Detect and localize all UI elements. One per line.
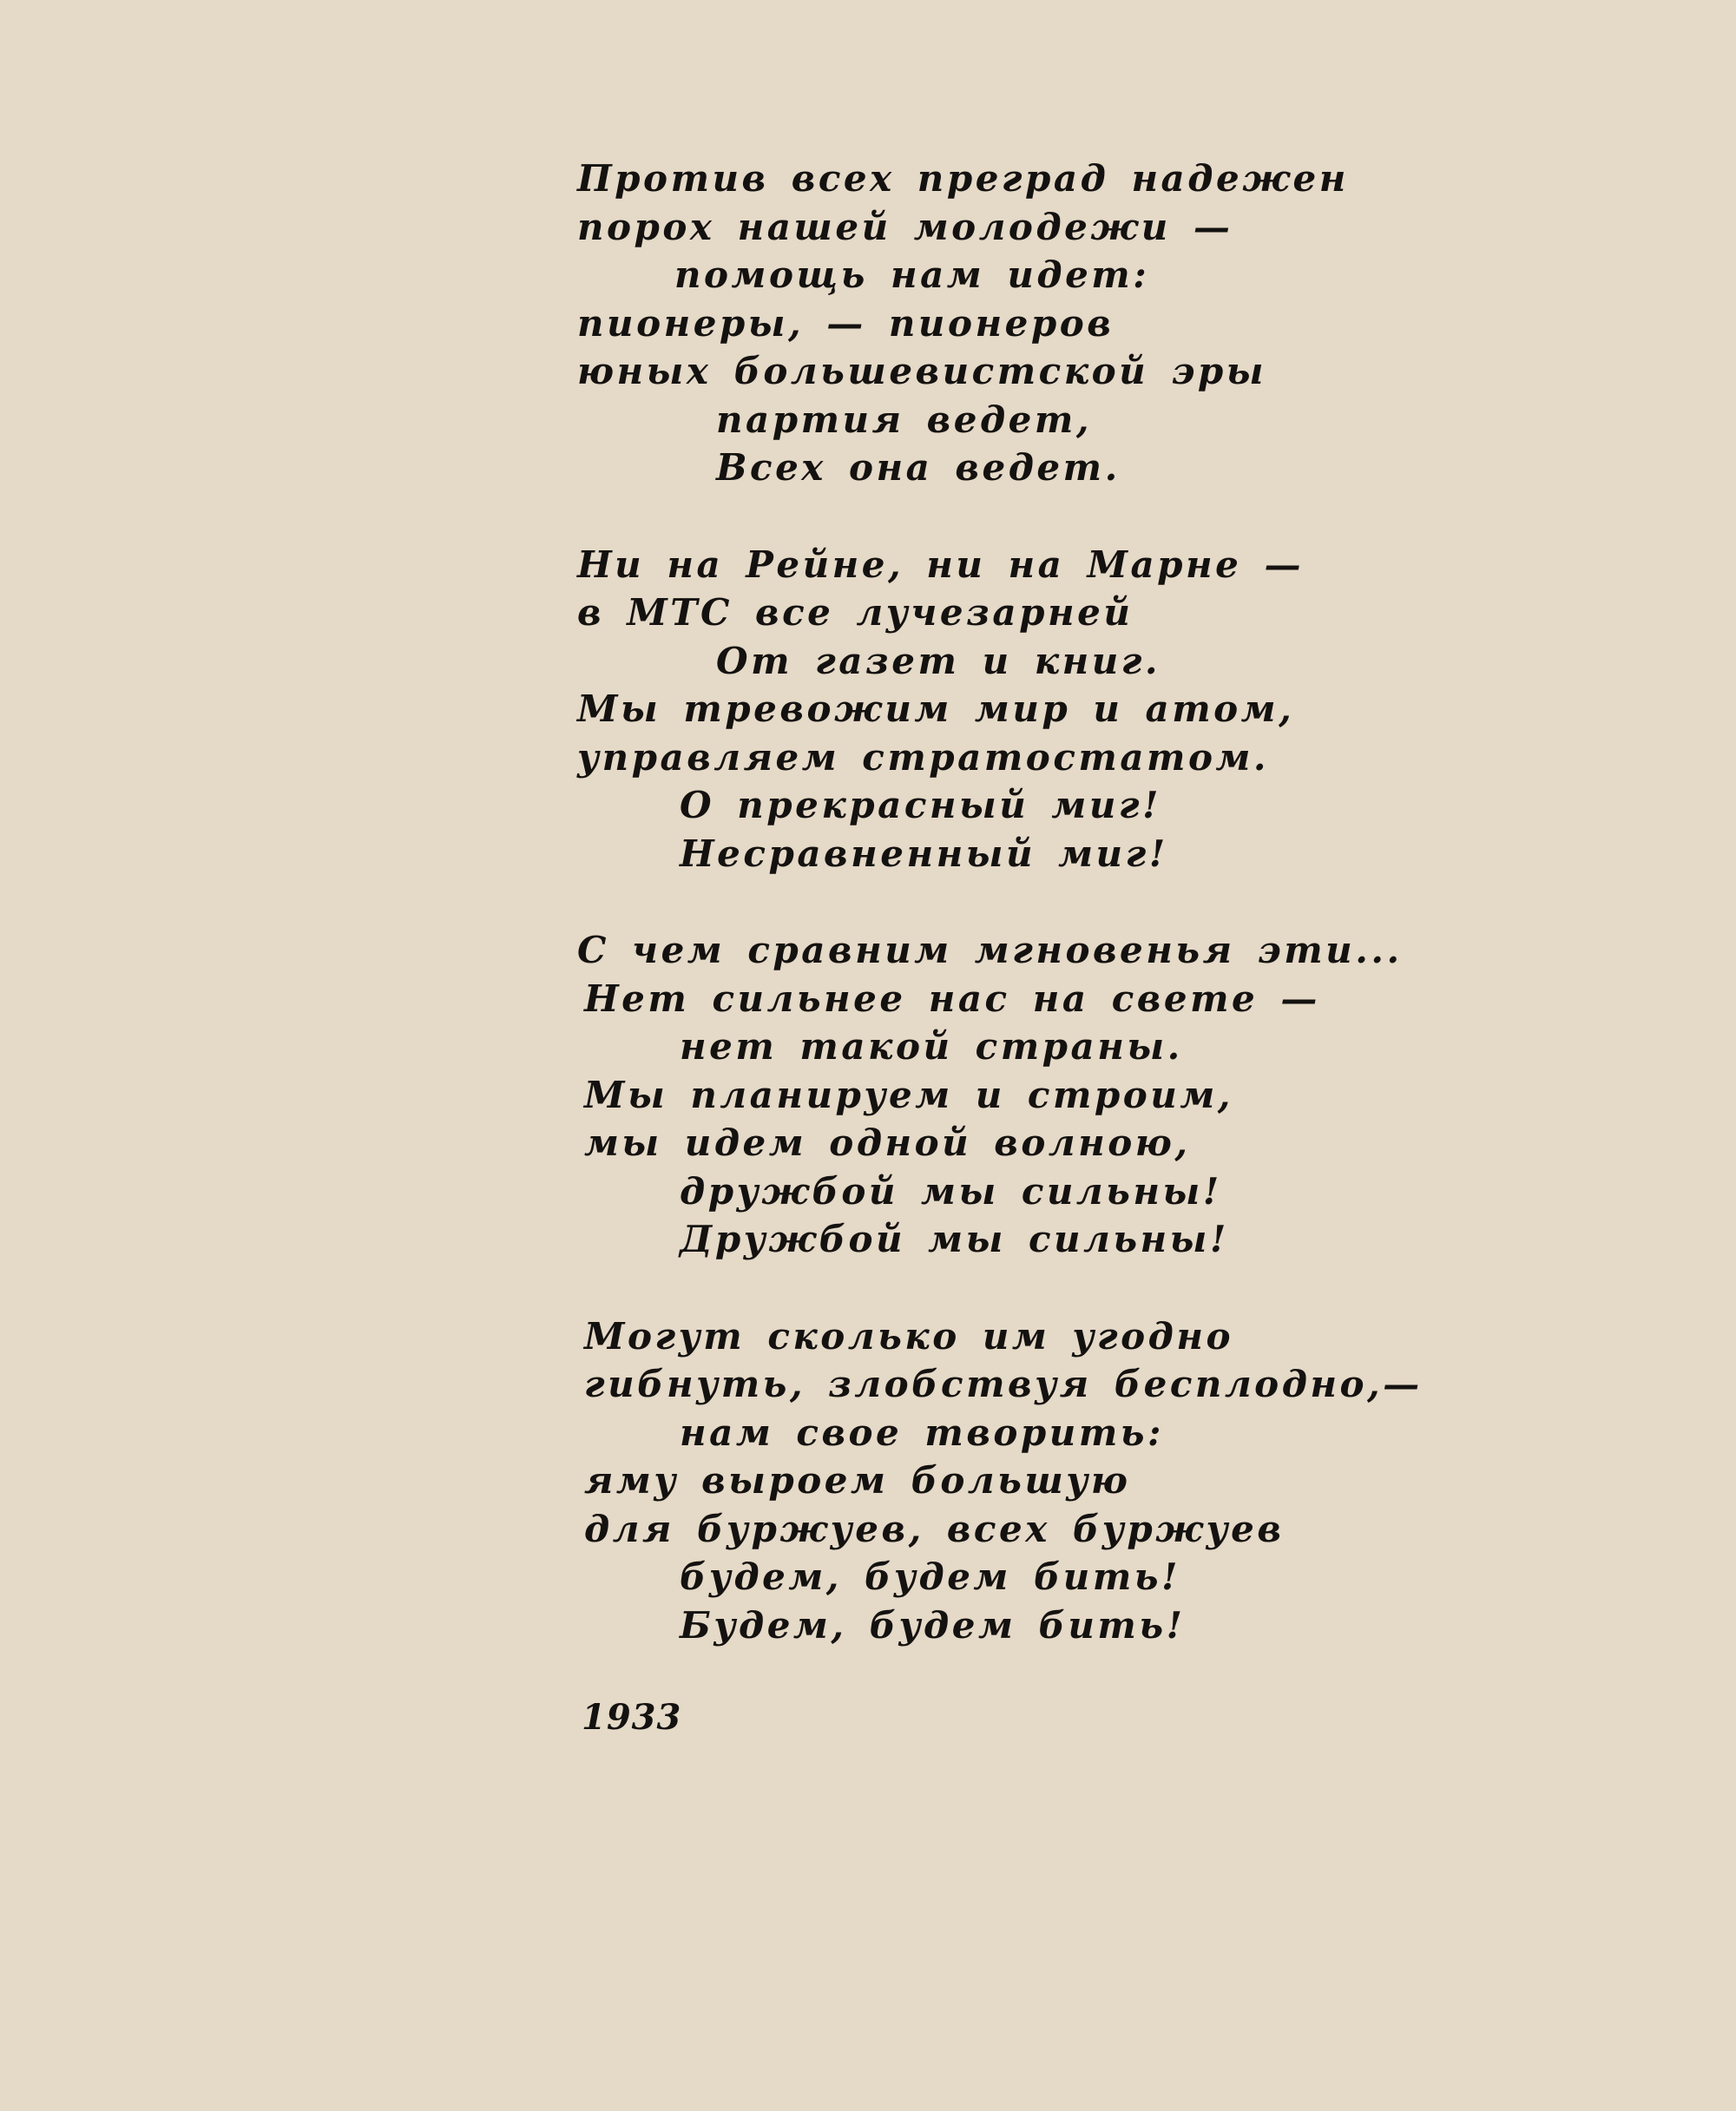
poem-line: С чем сравним мгновенья эти... xyxy=(577,929,1403,971)
stanza-2 xyxy=(577,541,1532,878)
poem-line: мы идем одной волною, xyxy=(584,1121,1191,1164)
poem-line: Всех она ведет. xyxy=(716,446,1121,489)
poem xyxy=(577,155,1532,1649)
poem-line: помощь нам идет: xyxy=(674,253,1150,296)
poem-line: для буржуев, всех буржуев xyxy=(584,1507,1285,1550)
poem-line: будем, будем бить! xyxy=(680,1555,1180,1598)
poem-line: пионеры, — пионеров xyxy=(577,301,1115,345)
poem-line: Будем, будем бить! xyxy=(680,1603,1186,1647)
stanza-3 xyxy=(577,926,1532,1264)
stanza-1 xyxy=(577,155,1532,492)
poem-line: Против всех преград надежен xyxy=(577,157,1349,200)
poem-line: От газет и книг. xyxy=(716,639,1161,682)
poem-line: юных большевистской эры xyxy=(577,350,1267,392)
stanza-4 xyxy=(577,1312,1532,1650)
poem-line: Дружбой мы сильны! xyxy=(680,1218,1229,1260)
poem-line: яму выроем большую xyxy=(584,1459,1131,1502)
poem-line: Могут сколько им угодно xyxy=(584,1314,1234,1358)
poem-line: дружбой мы сильны! xyxy=(680,1169,1222,1213)
poem-line: Несравненный миг! xyxy=(680,832,1168,875)
poem-line: нам свое творить: xyxy=(680,1411,1164,1454)
poem-line: порох нашей молодежи — xyxy=(577,205,1233,248)
poem-line: гибнуть, злобствуя бесплодно,— xyxy=(584,1363,1423,1405)
poem-line: в МТС все лучезарней xyxy=(577,591,1134,634)
poem-line: нет такой страны. xyxy=(680,1025,1183,1068)
poem-line: управляем стратостатом. xyxy=(577,735,1270,779)
poem-year: 1933 xyxy=(582,1697,682,1738)
poem-line: Мы тревожим мир и атом, xyxy=(577,687,1295,730)
poem-line: О прекрасный миг! xyxy=(680,784,1161,826)
poem-line: партия ведет, xyxy=(716,398,1092,441)
poem-line: Мы планируем и строим, xyxy=(584,1073,1233,1116)
poem-line: Нет сильнее нас на свете — xyxy=(584,977,1320,1020)
poem-line: Ни на Рейне, ни на Марне — xyxy=(577,543,1304,586)
